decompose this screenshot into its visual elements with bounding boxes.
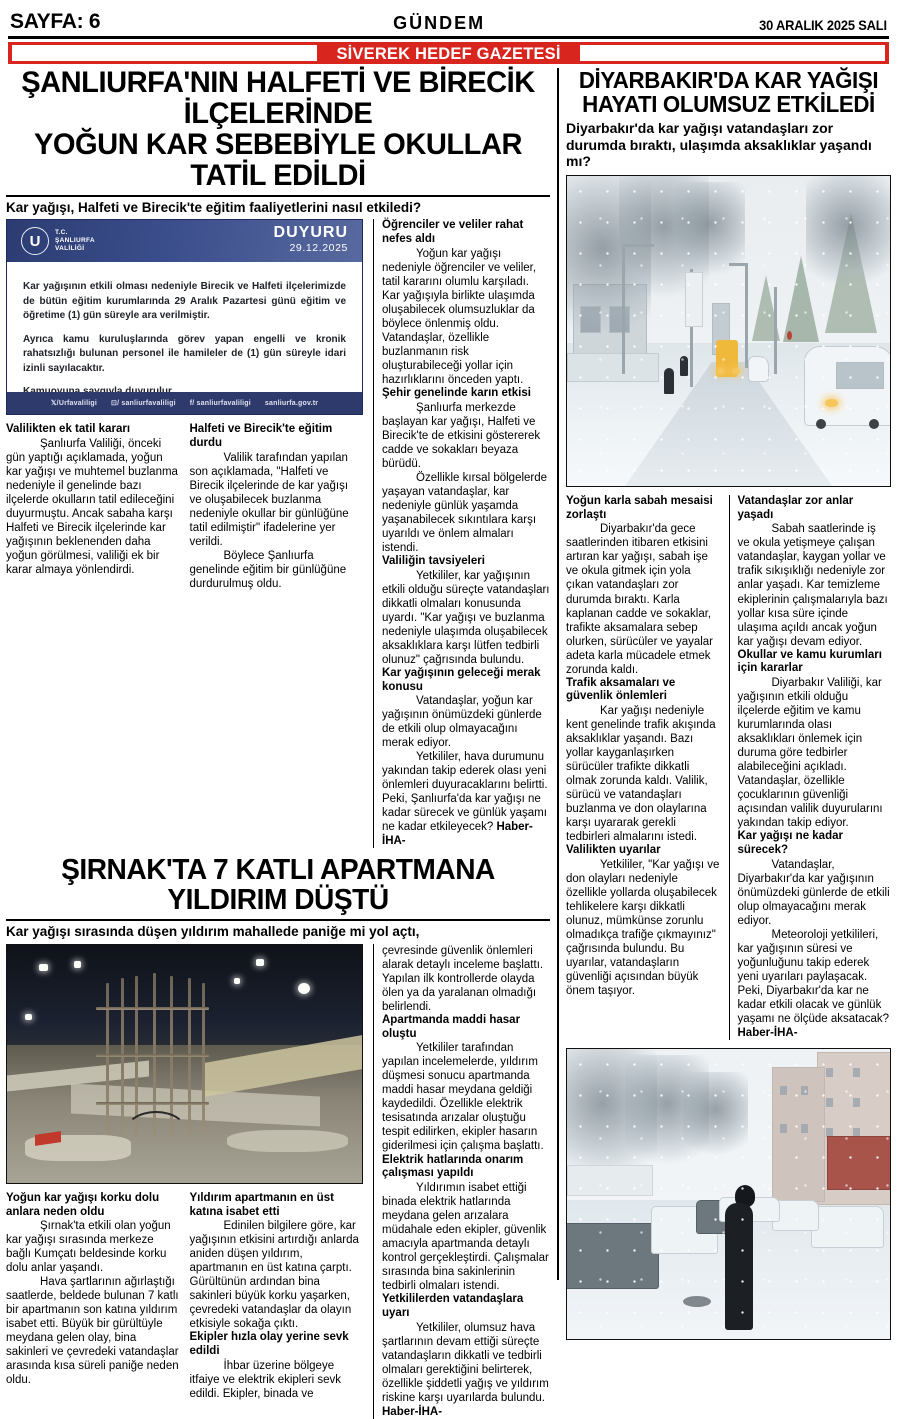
poster-logo-line-2: ŞANLIURFA xyxy=(55,237,95,245)
sirnak-left-block xyxy=(6,944,363,1419)
sanliurfa-left-block xyxy=(6,219,363,848)
spacer xyxy=(6,1184,363,1188)
valilik-announcement-poster xyxy=(6,219,363,415)
sanliurfa-subcolumn-1 xyxy=(6,423,180,591)
headline-line-2: YILDIRIM DÜŞTÜ xyxy=(167,884,389,917)
paragraph: çevresinde güvenlik önlemleri alarak detaylı inceleme başlattı. Yapılan ilk kontrollerde olayda ölen ya da yaralanan olmadığı belirlendi. xyxy=(382,944,544,1013)
poster-date: 29.12.2025 xyxy=(289,242,348,255)
website-url: sanliurfa.gov.tr xyxy=(264,399,319,407)
page-body xyxy=(6,66,891,1418)
paragraph: Edinilen bilgilere göre, kar yağışının etkisini artırdığı anlarda aniden düşen yıldırım, apartmanın en üst katına çarptı. Gürültünün ardından bina sakinleri büyük korku yaşarken, çevredeki vatandaşlar da olayın etkisiyle sokağa çıktı. xyxy=(189,1220,359,1331)
headline-line-2: YOĞUN KAR SEBEBİYLE OKULLAR TATİL EDİLDİ xyxy=(33,127,523,192)
photo-light-flare xyxy=(256,959,264,966)
paragraph: Yıldırımın isabet ettiği binada elektrik hatlarında meydana gelen arızalara müdahale eden ekipler, güvenlik amacıyla apartmanda detaylı kontrol gerçekleştirdi. Çalışmalar sırasında bina sakinlerinin tedbirli olmaları istendi. xyxy=(382,1182,549,1293)
paragraph: Hava şartlarının ağırlaştığı saatlerde, beldede bulunan 7 katlı bir apartmanın son katına yıldırım isabet etti. Büyük bir gürültüyle meydana gelen olay, bina sakinleri ve çevredeki vatandaşlar arasında kısa süreli paniğe neden oldu. xyxy=(6,1276,179,1387)
subhead-valilikten-ek-tatil: Valilikten ek tatil kararı xyxy=(6,423,131,436)
masthead xyxy=(6,0,891,32)
sirnak-narrow-column xyxy=(373,944,550,1419)
x-handle: 𝕏/Urfavaliligi xyxy=(50,400,98,408)
photo-light-flare xyxy=(234,978,240,984)
subhead-sehir-genelinde: Şehir genelinde karın etkisi xyxy=(382,386,531,399)
diyarbakir-column-2 xyxy=(729,495,892,1040)
photo-debris xyxy=(227,1130,348,1152)
headline-line-1: ŞIRNAK'TA 7 KATLI APARTMANA xyxy=(61,854,495,887)
subhead-vatandaslara-uyari: Yetkililerden vatandaşlara uyarı xyxy=(382,1293,524,1320)
subhead-valilikten-uyarilar: Valilikten uyarılar xyxy=(566,844,661,857)
sirnak-subcolumn-1 xyxy=(6,1192,180,1401)
headline-line-1: DİYARBAKIR'DA xyxy=(578,67,749,93)
photo-light-flare xyxy=(25,1014,32,1020)
paragraph: Yoğun kar yağışı nedeniyle öğrenciler ve veliler, tatil kararını olumlu karşıladı. Kar yağışıyla birlikte ulaşımda oluşabilecek olumsuzluklar da böylece önlenmiş oldu. Vatandaşlar, özellikle buzlanmanın risk oluşturabileceği yollar için hazırlıklarını önceden yaptı. xyxy=(382,247,537,386)
article-sirnak-headline xyxy=(14,856,542,916)
poster-paragraph-2: Ayrıca kamu kuruluşlarında görev yapan engelli ve kronik rahatsızlığı bulunan personel ile hamileler de (1) gün süreyle idari izinli sayılacaktır. xyxy=(23,333,346,374)
subhead-halfeti-birecik-egitim: Halfeti ve Birecik'te eğitim durdu xyxy=(189,423,333,449)
article-sirnak-deck: Kar yağışı sırasında düşen yıldırım mahallede paniğe mi yol açtı, xyxy=(6,924,420,940)
subhead-vatandaslar-zor-anlar: Vatandaşlar zor anlar yaşadı xyxy=(737,494,854,521)
photo-snowfall-overlay xyxy=(567,1049,890,1339)
article-diyarbakir-headline xyxy=(571,68,886,116)
newspaper-name-banner xyxy=(8,42,889,64)
photo-snowy-avenue xyxy=(566,175,891,487)
poster-header xyxy=(7,220,362,262)
photo-rebar-tie xyxy=(96,1007,210,1010)
news-credit: Haber-İHA- xyxy=(737,1027,798,1040)
paragraph: Böylece Şanlıurfa genelinde eğitim bir günlüğüne durdurulmuş oldu. xyxy=(189,549,347,590)
headline-line-3: ETKİLEDİ xyxy=(776,91,875,118)
subhead-ogrenciler-veliler: Öğrenciler ve veliler rahat nefes aldı xyxy=(382,219,524,245)
photo-rebar xyxy=(106,983,109,1135)
instagram-handle: ⊡/ sanliurfavaliligi xyxy=(111,400,176,408)
spacer xyxy=(566,487,891,491)
poster-logo-line-3: VALİLİĞİ xyxy=(55,245,85,253)
paragraph: Yetkililer tarafından yapılan incelemelerde, yıldırım düşmesi sonucu apartmanda maddi hasar meydana geldiği kaydedildi. Özellikle elektrik tesisatında arızalar oluştuğu tespit edilirken, ekipler hasarın giderilmesi için çalışma başlattı. xyxy=(382,1042,544,1153)
section-title: GÜNDEM xyxy=(393,13,486,33)
paragraph: Diyarbakır'da gece saatlerinden itibaren etkisini artıran kar yağışı, sabah işe ve okula gitmek için yola çıkan vatandaşları zor durumda bıraktı. Karla kaplanan cadde ve sokaklar, trafikte aksamalara sebep olurken, sürücüler ve yayalar adeta karla mücadele etmek zorunda kaldı. xyxy=(566,523,714,676)
headline-line-1: ŞANLIURFA'NIN HALFETİ VE BİRECİK İLÇELERİNDE xyxy=(21,66,535,130)
poster-title-block xyxy=(274,225,348,257)
paragraph: Sabah saatlerinde iş ve okula yetişmeye çalışan vatandaşlar, kaygan yollar ve trafik sıkışıklığı nedeniyle zor anlar yaşadı. Kar temizleme ekiplerinin çalışmalarıyla bazı yollar kısa süre içinde ulaşıma açıldı ancak yoğun kar yağışı devam ediyor. xyxy=(737,523,888,648)
paragraph: Diyarbakır Valiliği, kar yağışının etkili olduğu ilçelerde eğitim ve kamu kurumlarında olası aksaklıkları önlemek için duruma göre tedbirler alabileceğini açıkladı. Vatandaşlar, özellikle çocuklarının güvenliği açısından valilik duyurularını yakından takip ediyor. xyxy=(737,677,883,830)
article-sanliurfa-headline xyxy=(14,68,542,192)
spacer xyxy=(6,415,363,419)
paragraph xyxy=(738,928,892,1040)
subhead-kar-yagisi-gelecegi: Kar yağışının geleceği merak konusu xyxy=(382,666,541,693)
article-sanliurfa xyxy=(6,68,550,848)
photo-light-flare xyxy=(298,983,310,994)
photo-person-walking-street xyxy=(566,1048,891,1340)
sirnak-subcolumn-2 xyxy=(190,1192,364,1401)
paragraph: Şanlıurfa Valiliği, önceki gün yaptığı açıklamada, yoğun kar yağışı ve muhtemel buzlanma nedeniyle il genelinde bazı ilçelerde okulların tatil edileceğini duyurmuştu. Ancak sabaha karşı Halfeti ve Birecik ilçelerinde kar yağışının beklenenden daha yoğun görülmesi, valiliği ek bir karar almaya yönlendirdi. xyxy=(6,437,178,577)
photo-cable xyxy=(124,1111,188,1149)
paragraph: Yetkililer, "Kar yağışı ve don olayları nedeniyle özellikle yollarda oluşabilecek tehlikelere karşı dikkatli olunuz, mümkünse zorunlu olmadıkça trafiğe çıkmayınız" çağrısında bulundu. Bu uyarılar, vatandaşların güvenliği açısından büyük önem taşıyor. xyxy=(566,859,720,998)
subhead-valiligin-tavsiyeleri: Valiliğin tavsiyeleri xyxy=(382,554,485,567)
news-credit: Haber-İHA- xyxy=(382,821,533,848)
newspaper-name: SİVEREK HEDEF GAZETESİ xyxy=(327,45,571,62)
poster-title: DUYURU xyxy=(273,224,348,242)
paragraph: Şanlıurfa merkezde başlayan kar yağışı, Halfeti ve Birecik'te de etkisini göstererek cadde ve sokakları beyaza bürüdü. xyxy=(382,401,541,470)
paragraph: Kar yağışı nedeniyle kent genelinde trafik akışında aksaklıklar yaşandı. Bazı yollar kayganlaşırken sürücüler trafikte dikkatli olmak zorunda kaldı. Valilik, sürücü ve vatandaşları buzlanma ve don olaylarına karşı uyararak gerekli tedbirleri almalarını istedi. xyxy=(566,705,716,844)
photo-rebar-tie xyxy=(96,1054,210,1057)
photo-lightning-damage xyxy=(6,944,363,1184)
subhead-maddi-hasar: Apartmanda maddi hasar oluştu xyxy=(382,1013,521,1040)
paragraph: Valilik tarafından yapılan son açıklamada, "Halfeti ve Birecik ilçelerinde de kar yağışı ve oluşabilecek buzlanma nedeniyle okullar bir günlüğüne tatil edilmiştir" ifadelerine yer verildi. xyxy=(189,451,349,548)
paragraph: Vatandaşlar, yoğun kar yağışının önümüzdeki günlerde de etkili olup olmayacağını merak ediyor. xyxy=(382,695,542,750)
paragraph-text: Meteoroloji yetkilileri, kar yağışının süresi ve yoğunluğunu takip ederek yeni uyarıları paylaşacak. Peki, Diyarbakır'da kar ne kadar etkili olacak ve günlük yaşamı ne ölçüde aksatacak? xyxy=(737,929,890,1026)
poster-paragraph-1: Kar yağışının etkili olması nedeniyle Birecik ve Halfeti ilçelerimizde de bütün eğitim kurumlarında 29 Aralık Pazartesi günü eğitim ve öğretime (1) gün süreyle ara verilmiştir. xyxy=(23,281,346,322)
subhead-yogun-kar-korku: Yoğun kar yağışı korku dolu anlara neden oldu xyxy=(6,1191,160,1218)
facebook-handle: f/ sanliurfavaliligi xyxy=(189,399,251,407)
photo-snowfall-overlay xyxy=(567,176,890,486)
article-sirnak xyxy=(6,856,550,1418)
news-credit: Haber-İHA- xyxy=(382,1405,443,1418)
photo-rebar xyxy=(202,983,205,1133)
diyarbakir-column-1 xyxy=(566,495,720,1040)
paragraph xyxy=(382,750,550,848)
subhead-elektrik-onarim: Elektrik hatlarında onarım çalışması yapıldı xyxy=(382,1153,524,1180)
paragraph: Yetkililer, kar yağışının etkili olduğu süreçte vatandaşları dikkatli olmaları konusunda uyardı. "Kar yağışı ve buzlanma nedeniyle ulaşımda oluşabilecek aksaklıklara karşı lütfen tedbirli olunuz" çağrısında bulundu. xyxy=(382,569,550,666)
headline-line-2: KAR YAĞIŞI HAYATI OLUMSUZ xyxy=(582,67,879,118)
paragraph: Şırnak'ta etkili olan yoğun kar yağışı sırasında merkeze bağlı Kumçatı beldesinde korku dolu anlar yaşandı. xyxy=(6,1220,171,1275)
photo-light-flare xyxy=(39,964,48,971)
sanliurfa-narrow-column xyxy=(373,219,550,848)
spacer xyxy=(566,1040,891,1044)
paragraph: Vatandaşlar, Diyarbakır'da kar yağışının önümüzdeki günlerde de etkili olup olmayacağını merak ediyor. xyxy=(737,858,890,927)
poster-logo-text xyxy=(55,229,95,253)
paragraph: İhbar üzerine bölgeye itfaiye ve elektrik ekipleri sevk edildi. Ekipler, binada ve xyxy=(189,1360,341,1401)
paragraph-text: Yetkililer, hava durumunu yakından takip ederek olası yeni önlemleri duyuracaklarını belirtti. Peki, Şanlıurfa'da kar yağışı ne kadar sürecek ve günlük yaşamı ne kadar etkileyecek? xyxy=(382,751,548,834)
subhead-trafik-aksamalari: Trafik aksamaları ve güvenlik önlemleri xyxy=(566,676,676,703)
subhead-sabah-mesaisi: Yoğun karla sabah mesaisi zorlaştı xyxy=(566,494,713,521)
photo-light-flare xyxy=(74,961,81,968)
headline-underline xyxy=(6,195,550,197)
subhead-kar-ne-kadar-surecek: Kar yağışı ne kadar sürecek? xyxy=(737,830,843,857)
governorship-seal-icon: U xyxy=(21,227,49,255)
left-column xyxy=(6,66,559,1418)
poster-footer xyxy=(7,392,362,414)
photo-sky xyxy=(7,945,362,1054)
headline-underline xyxy=(6,919,550,921)
subhead-yildirim-en-ust-kat: Yıldırım apartmanın en üst katına isabet etti xyxy=(189,1191,334,1218)
article-diyarbakir-deck: Diyarbakır'da kar yağışı vatandaşları zor durumda bıraktı, ulaşımda aksaklıklar yaşandı mı? xyxy=(566,120,872,170)
poster-logo xyxy=(21,227,95,255)
photo-rebar-tie xyxy=(96,1102,210,1105)
paragraph: Yetkililer, olumsuz hava şartlarının devam ettiği süreçte vatandaşların dikkatli ve tedbirli olmaları gerektiğini belirterek, özellikle şiddetli yağış ve yıldırım riskine karşı uyarılarda bulundu. xyxy=(382,1321,549,1404)
page-number-label: SAYFA: 6 xyxy=(10,10,101,33)
article-diyarbakir xyxy=(559,68,891,1280)
poster-logo-line-1: T.C. xyxy=(55,228,68,236)
masthead-divider xyxy=(8,36,889,39)
sanliurfa-subcolumn-2 xyxy=(190,423,364,591)
subhead-ekipler-sevk: Ekipler hızla olay yerine sevk edildi xyxy=(189,1331,349,1358)
article-sanliurfa-deck: Kar yağışı, Halfeti ve Birecik'te eğitim faaliyetlerini nasıl etkiledi? xyxy=(6,199,422,215)
paragraph: Özellikle kırsal bölgelerde yaşayan vatandaşlar, kar nedeniyle günlük yaşamda yaşanabilecek sıkıntılara karşı uyarıldı ve önlem almaları istendi. xyxy=(382,471,548,554)
publication-date: 30 ARALIK 2025 SALI xyxy=(759,17,887,33)
poster-body xyxy=(7,262,362,413)
subhead-okullar-kamu-kurumlari: Okullar ve kamu kurumları için kararlar xyxy=(737,648,882,675)
